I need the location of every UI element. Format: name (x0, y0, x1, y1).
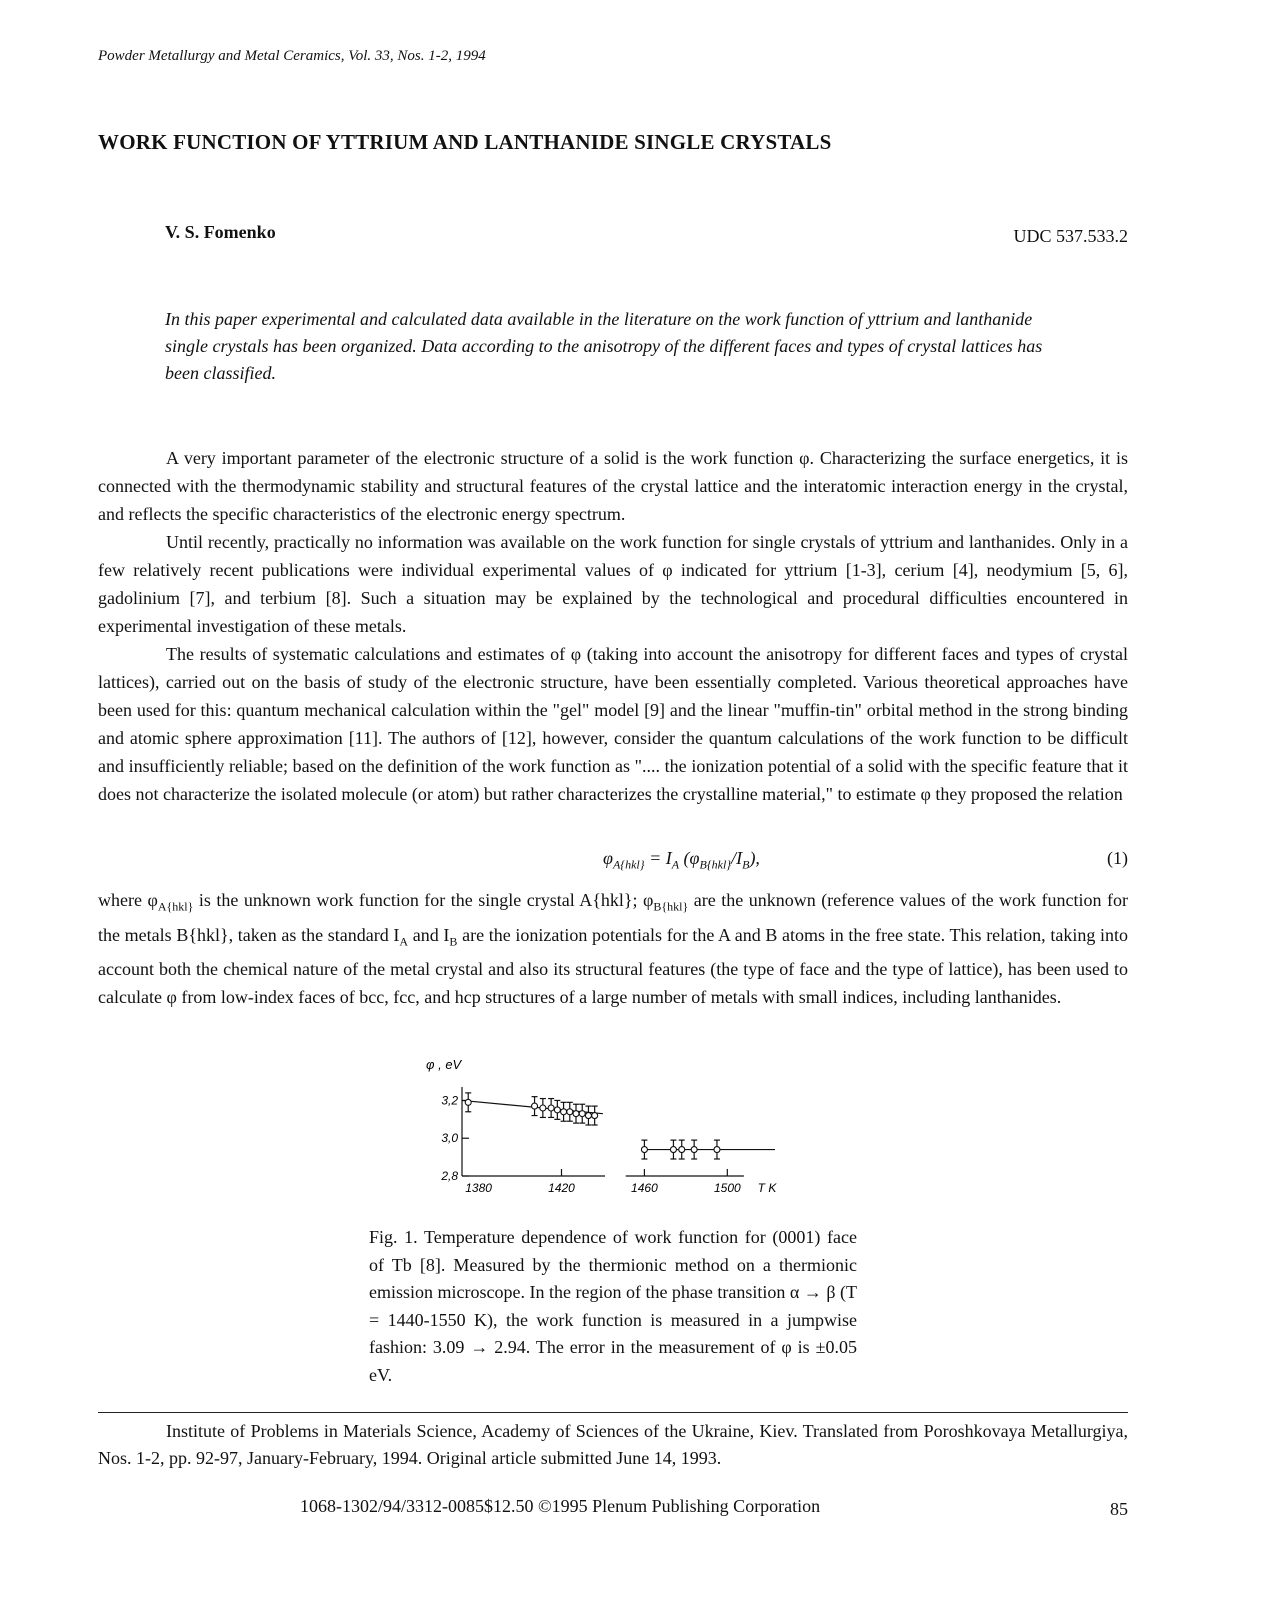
paragraph-4: where $\varphi_{A\{hkl\}}$ is the unknown work function for the single crystal A{hkl}; $\varphi_{B\{hkl\}}$ are the unknown (reference values of the work function for the metals B{hkl}, taken as the standard $I_A$ and $I_B$ are the ionization potentials for the A and B atoms in the free state. This relation, taking into account both the chemical nature of the metal crystal and also its structural features (the type of face and the type of lattice), has been used to calculate φ from low-index faces of bcc, fcc, and hcp structures of a large number of metals with small indices, including lanthanides. (98, 890, 1128, 1008)
equation-1 (98, 848, 1128, 876)
page-number: 85 (1110, 1499, 1128, 1519)
data-point (714, 1147, 720, 1153)
data-point (573, 1111, 579, 1117)
data-point (554, 1107, 560, 1113)
data-point (691, 1147, 697, 1153)
footnote-rule (98, 1412, 1128, 1413)
y-tick-label: 2,8 (441, 1169, 458, 1183)
data-point (579, 1111, 585, 1117)
udc-code: UDC 537.533.2 (1013, 226, 1128, 246)
affiliation-note: Institute of Problems in Materials Science, Academy of Sciences of the Ukraine, Kiev. Translated from Poroshkovaya Metallurgiya, Nos. 1-2, pp. 92-97, January-February, 1994. Original article submitted June 14, 1993. (98, 1421, 1128, 1468)
x-tick-label: 1460 (631, 1181, 658, 1195)
x-tick-label: 1420 (548, 1181, 575, 1195)
data-point (548, 1105, 554, 1111)
paragraph-2: Until recently, practically no information was available on the work function for single crystals of yttrium and lanthanides. Only in a few relatively recent publications were individual experimental values of φ indicated for yttrium [1-3], cerium [4], neodymium [5, 6], gadolinium [7], and terbium [8]. Such a situation may be explained by the technological and procedural difficulties encountered in experimental investigation of these metals. (98, 532, 1128, 636)
copyright-line: 1068-1302/94/3312-0085$12.50 ©1995 Plenum Publishing Corporation (300, 1496, 821, 1516)
data-point (561, 1109, 567, 1115)
y-tick-label: 3,0 (441, 1131, 458, 1146)
data-point (532, 1103, 538, 1109)
work-function-chart (410, 1055, 790, 1205)
x-axis-label: T K (757, 1181, 777, 1195)
data-point (679, 1147, 685, 1153)
data-point (567, 1109, 573, 1115)
figure-1 (410, 1055, 790, 1205)
data-point (585, 1113, 591, 1119)
data-point (670, 1147, 676, 1153)
y-tick-label: 3,2 (441, 1093, 458, 1108)
abstract: In this paper experimental and calculated data available in the literature on the work function of yttrium and lanthanide single crystals has been organized. Data according to the anisotropy of the different faces and types of crystal lattices has been classified. (165, 309, 1043, 383)
x-tick-label: 1380 (465, 1181, 492, 1195)
body-text-continued (98, 886, 1128, 1011)
x-tick-label: 1500 (713, 1181, 741, 1195)
equation-number: (1) (1107, 848, 1128, 868)
author-name: V. S. Fomenko (165, 222, 276, 242)
data-point (592, 1113, 598, 1119)
data-point (540, 1105, 546, 1111)
data-point (465, 1099, 471, 1105)
journal-citation: Powder Metallurgy and Metal Ceramics, Vol. 33, Nos. 1-2, 1994 (98, 48, 486, 64)
figure-caption: Fig. 1. Temperature dependence of work function for (0001) face of Tb [8]. Measured by the thermionic method on a thermionic emission microscope. In the region of the phase transition α → β (T = 1440-1550 K), the work function is measured in a jumpwise fashion: 3.09 → 2.94. The error in the measurement of φ is ±0.05 eV. (369, 1227, 857, 1385)
y-axis-label: φ , eV (426, 1057, 462, 1072)
article-title: WORK FUNCTION OF YTTRIUM AND LANTHANIDE SINGLE CRYSTALS (98, 130, 832, 154)
data-point (641, 1147, 647, 1153)
body-text (98, 444, 1128, 808)
equation-expression: $\varphi_{A\{hkl\}} = I_A$ $(\varphi_{B\{hkl\}}/I_B)$, (603, 848, 760, 872)
paragraph-3: The results of systematic calculations and estimates of φ (taking into account the anisotropy for different faces and types of crystal lattices), carried out on the basis of study of the electronic structure, have been essentially completed. Various theoretical approaches have been used for this: quantum mechanical calculation within the "gel" model [9] and the linear "muffin-tin" orbital method in the strong binding and atomic sphere approximation [11]. The authors of [12], however, consider the quantum calculations of the work function to be difficult and insufficiently reliable; based on the definition of the work function as ".... the ionization potential of a solid with the specific feature that it does not characterize the isolated molecule (or atom) but rather characterizes the crystalline material," to estimate φ they proposed the relation (98, 644, 1128, 804)
paragraph-1: A very important parameter of the electronic structure of a solid is the work function φ. Characterizing the surface energetics, it is connected with the thermodynamic stability and structural features of the crystal lattice and the interatomic interaction energy in the crystal, and reflects the specific characteristics of the electronic energy spectrum. (98, 448, 1128, 524)
